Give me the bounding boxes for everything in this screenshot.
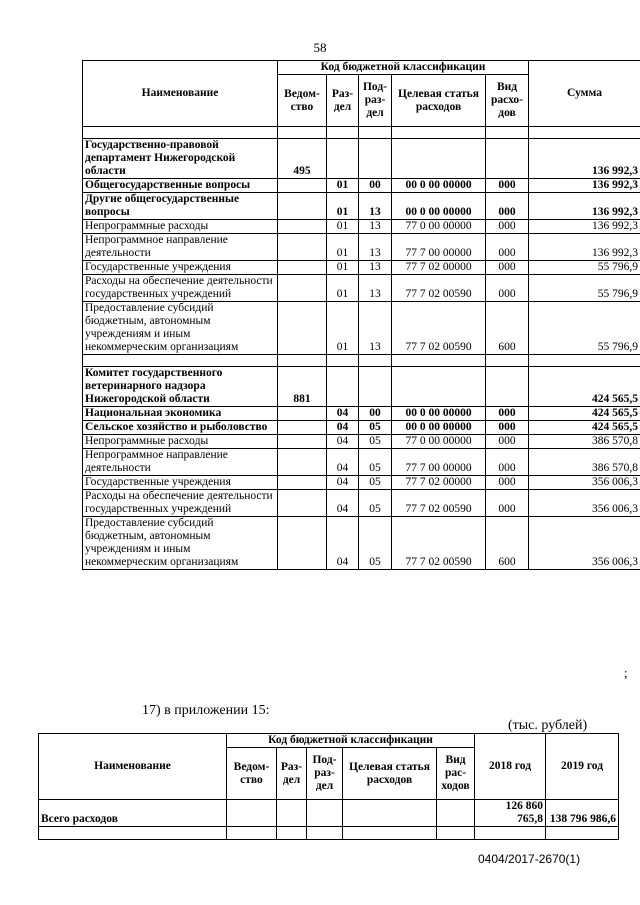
cell-summa: 136 992,3: [529, 234, 640, 261]
cell-podrazdel: 05: [359, 435, 392, 449]
table-row: [83, 367, 640, 407]
cell-vid: [437, 800, 475, 827]
cell-podrazdel: 13: [359, 275, 392, 302]
table-row: [83, 220, 640, 234]
table-row: [39, 800, 619, 827]
cell-podrazdel: [307, 827, 343, 840]
cell-ved: [278, 275, 327, 302]
table-row: [83, 234, 640, 261]
cell-podrazdel: 13: [359, 261, 392, 275]
empty-cell: [486, 355, 529, 367]
cell-razdel: 01: [327, 193, 359, 220]
cell-razdel: 04: [327, 435, 359, 449]
table-row: [83, 261, 640, 275]
cell-razdel: 01: [327, 261, 359, 275]
cell-celevaya: 77 7 02 00000: [392, 261, 486, 275]
cell-razdel: [327, 139, 359, 179]
page-number: 58: [313, 40, 327, 55]
cell-name: Непрограммные расходы: [83, 435, 278, 449]
table-row: [83, 449, 640, 476]
cell-vid: 000: [486, 421, 529, 435]
cell-ved: [278, 302, 327, 355]
cell-vid: [486, 139, 529, 179]
cell-ved: [278, 234, 327, 261]
cell-podrazdel: 05: [359, 449, 392, 476]
cell-podrazdel: 05: [359, 490, 392, 517]
table-row: [83, 139, 640, 179]
empty-cell: [359, 127, 392, 139]
cell-name: Всего расходов: [39, 800, 227, 827]
cell-vid: 000: [486, 193, 529, 220]
t2-header-celevaya: Целевая статья расходов: [343, 748, 437, 800]
cell-2018: 126 860 765,8: [475, 800, 546, 827]
cell-podrazdel: 00: [359, 407, 392, 421]
t2-header-name: Наименование: [39, 734, 227, 800]
cell-celevaya: 77 7 02 00000: [392, 476, 486, 490]
cell-celevaya: 77 7 02 00590: [392, 490, 486, 517]
header-celevaya: Целевая статья расходов: [392, 75, 486, 127]
table-row: [83, 476, 640, 490]
cell-razdel: 01: [327, 220, 359, 234]
cell-celevaya: 00 0 00 00000: [392, 421, 486, 435]
cell-vid: 000: [486, 490, 529, 517]
cell-ved: [227, 827, 277, 840]
cell-summa: 386 570,8: [529, 449, 640, 476]
cell-ved: [278, 435, 327, 449]
cell-vid: 600: [486, 302, 529, 355]
table-row: [39, 827, 619, 840]
table-row: [83, 490, 640, 517]
cell-summa: 55 796,9: [529, 275, 640, 302]
cell-ved: [278, 407, 327, 421]
empty-cell: [83, 355, 278, 367]
t2-header-ved: Ведом-ство: [227, 748, 277, 800]
header-vid: Вид расхо-дов: [486, 75, 529, 127]
cell-summa: 356 006,3: [529, 517, 640, 570]
cell-celevaya: 77 0 00 00000: [392, 220, 486, 234]
cell-celevaya: 77 7 00 00000: [392, 449, 486, 476]
spacer-row: [83, 355, 640, 367]
cell-name: Государственные учреждения: [83, 476, 278, 490]
cell-name: Сельское хозяйство и рыболовство: [83, 421, 278, 435]
table-row: [83, 302, 640, 355]
cell-summa: 424 565,5: [529, 367, 640, 407]
table-row: [83, 407, 640, 421]
cell-2019: [546, 827, 619, 840]
empty-cell: [327, 355, 359, 367]
cell-summa: 136 992,3: [529, 139, 640, 179]
cell-vid: 600: [486, 517, 529, 570]
cell-celevaya: 00 0 00 00000: [392, 407, 486, 421]
cell-name: Государственно-правовой департамент Нижегородской области: [83, 139, 278, 179]
cell-ved: 495: [278, 139, 327, 179]
cell-summa: 136 992,3: [529, 193, 640, 220]
cell-vid: 000: [486, 449, 529, 476]
cell-2019: 138 796 986,6: [546, 800, 619, 827]
t2-header-podrazdel: Под-раз-дел: [307, 748, 343, 800]
cell-razdel: 04: [327, 517, 359, 570]
cell-summa: 424 565,5: [529, 407, 640, 421]
empty-cell: [486, 127, 529, 139]
cell-name: Непрограммное направление деятельности: [83, 449, 278, 476]
empty-cell: [83, 127, 278, 139]
cell-2018: [475, 827, 546, 840]
cell-ved: [278, 261, 327, 275]
t2-header-2019: 2019 год: [546, 734, 619, 800]
cell-name: [39, 827, 227, 840]
cell-razdel: 04: [327, 476, 359, 490]
table-row: [83, 517, 640, 570]
cell-podrazdel: 13: [359, 193, 392, 220]
empty-cell: [392, 127, 486, 139]
cell-vid: 000: [486, 407, 529, 421]
cell-podrazdel: [359, 139, 392, 179]
header-ved: Ведом-ство: [278, 75, 327, 127]
cell-summa: 424 565,5: [529, 421, 640, 435]
cell-vid: [486, 367, 529, 407]
cell-celevaya: 00 0 00 00000: [392, 193, 486, 220]
spacer-row: [83, 127, 640, 139]
cell-podrazdel: 05: [359, 517, 392, 570]
cell-ved: [278, 179, 327, 193]
cell-celevaya: [343, 827, 437, 840]
t2-header-2018: 2018 год: [475, 734, 546, 800]
header-name: Наименование: [83, 61, 278, 127]
budget-table-appendix: [82, 60, 640, 570]
empty-cell: [359, 355, 392, 367]
cell-ved: [278, 490, 327, 517]
table-row: [83, 193, 640, 220]
cell-celevaya: [392, 367, 486, 407]
cell-podrazdel: [359, 367, 392, 407]
cell-razdel: [277, 800, 307, 827]
cell-vid: 000: [486, 179, 529, 193]
cell-ved: [278, 220, 327, 234]
table-row: [83, 275, 640, 302]
cell-name: Общегосударственные вопросы: [83, 179, 278, 193]
cell-vid: 000: [486, 261, 529, 275]
cell-name: Непрограммное направление деятельности: [83, 234, 278, 261]
cell-ved: [227, 800, 277, 827]
empty-cell: [529, 127, 640, 139]
table-row: [83, 421, 640, 435]
cell-podrazdel: 13: [359, 302, 392, 355]
cell-name: Расходы на обеспечение деятельности государственных учреждений: [83, 275, 278, 302]
cell-celevaya: [343, 800, 437, 827]
cell-summa: 136 992,3: [529, 179, 640, 193]
cell-podrazdel: 05: [359, 421, 392, 435]
cell-ved: [278, 517, 327, 570]
cell-ved: [278, 476, 327, 490]
cell-vid: 000: [486, 275, 529, 302]
table-row: [83, 435, 640, 449]
empty-cell: [278, 127, 327, 139]
cell-razdel: 01: [327, 275, 359, 302]
cell-ved: [278, 421, 327, 435]
cell-podrazdel: 05: [359, 476, 392, 490]
cell-name: Комитет государственного ветеринарного надзора Нижегородской области: [83, 367, 278, 407]
cell-name: Непрограммные расходы: [83, 220, 278, 234]
empty-cell: [392, 355, 486, 367]
empty-cell: [327, 127, 359, 139]
cell-podrazdel: 13: [359, 234, 392, 261]
cell-podrazdel: [307, 800, 343, 827]
budget-table-appendix-15: [38, 733, 619, 840]
cell-name: Расходы на обеспечение деятельности государственных учреждений: [83, 490, 278, 517]
cell-celevaya: 77 7 02 00590: [392, 517, 486, 570]
t2-header-classification-group: Код бюджетной классификации: [227, 734, 475, 748]
cell-vid: 000: [486, 435, 529, 449]
cell-vid: 000: [486, 476, 529, 490]
t2-header-vid: Вид рас-ходов: [437, 748, 475, 800]
cell-podrazdel: 13: [359, 220, 392, 234]
cell-celevaya: 00 0 00 00000: [392, 179, 486, 193]
table-row: [83, 179, 640, 193]
cell-celevaya: 77 0 00 00000: [392, 435, 486, 449]
header-classification-group: Код бюджетной классификации: [278, 61, 529, 75]
header-podrazdel: Под-раз-дел: [359, 75, 392, 127]
cell-celevaya: 77 7 02 00590: [392, 275, 486, 302]
cell-razdel: 04: [327, 407, 359, 421]
cell-summa: 55 796,9: [529, 261, 640, 275]
cell-podrazdel: 00: [359, 179, 392, 193]
cell-vid: 000: [486, 220, 529, 234]
cell-celevaya: 77 7 00 00000: [392, 234, 486, 261]
cell-summa: 136 992,3: [529, 220, 640, 234]
header-razdel: Раз-дел: [327, 75, 359, 127]
cell-name: Предоставление субсидий бюджетным, автономным учреждениям и иным некоммерческим организациям: [83, 517, 278, 570]
empty-cell: [529, 355, 640, 367]
cell-razdel: 01: [327, 179, 359, 193]
units-label: (тыс. рублей): [508, 718, 588, 733]
cell-summa: 386 570,8: [529, 435, 640, 449]
document-number: 0404/2017-2670(1): [478, 852, 581, 866]
cell-razdel: [327, 367, 359, 407]
cell-summa: 55 796,9: [529, 302, 640, 355]
empty-cell: [278, 355, 327, 367]
header-summa: Сумма: [529, 61, 640, 127]
cell-razdel: [277, 827, 307, 840]
cell-summa: 356 006,3: [529, 490, 640, 517]
cell-celevaya: 77 7 02 00590: [392, 302, 486, 355]
cell-name: Другие общегосударственные вопросы: [83, 193, 278, 220]
cell-ved: [278, 193, 327, 220]
appendix-intro: 17) в приложении 15:: [142, 703, 270, 718]
cell-razdel: 04: [327, 421, 359, 435]
cell-razdel: 01: [327, 302, 359, 355]
trailing-semicolon: ;: [624, 665, 628, 680]
cell-name: Государственные учреждения: [83, 261, 278, 275]
cell-name: Национальная экономика: [83, 407, 278, 421]
cell-name: Предоставление субсидий бюджетным, автономным учреждениям и иным некоммерческим организациям: [83, 302, 278, 355]
cell-vid: [437, 827, 475, 840]
cell-vid: 000: [486, 234, 529, 261]
cell-ved: [278, 449, 327, 476]
cell-razdel: 01: [327, 234, 359, 261]
cell-celevaya: [392, 139, 486, 179]
cell-summa: 356 006,3: [529, 476, 640, 490]
t2-header-razdel: Раз-дел: [277, 748, 307, 800]
cell-razdel: 04: [327, 490, 359, 517]
cell-ved: 881: [278, 367, 327, 407]
cell-razdel: 04: [327, 449, 359, 476]
